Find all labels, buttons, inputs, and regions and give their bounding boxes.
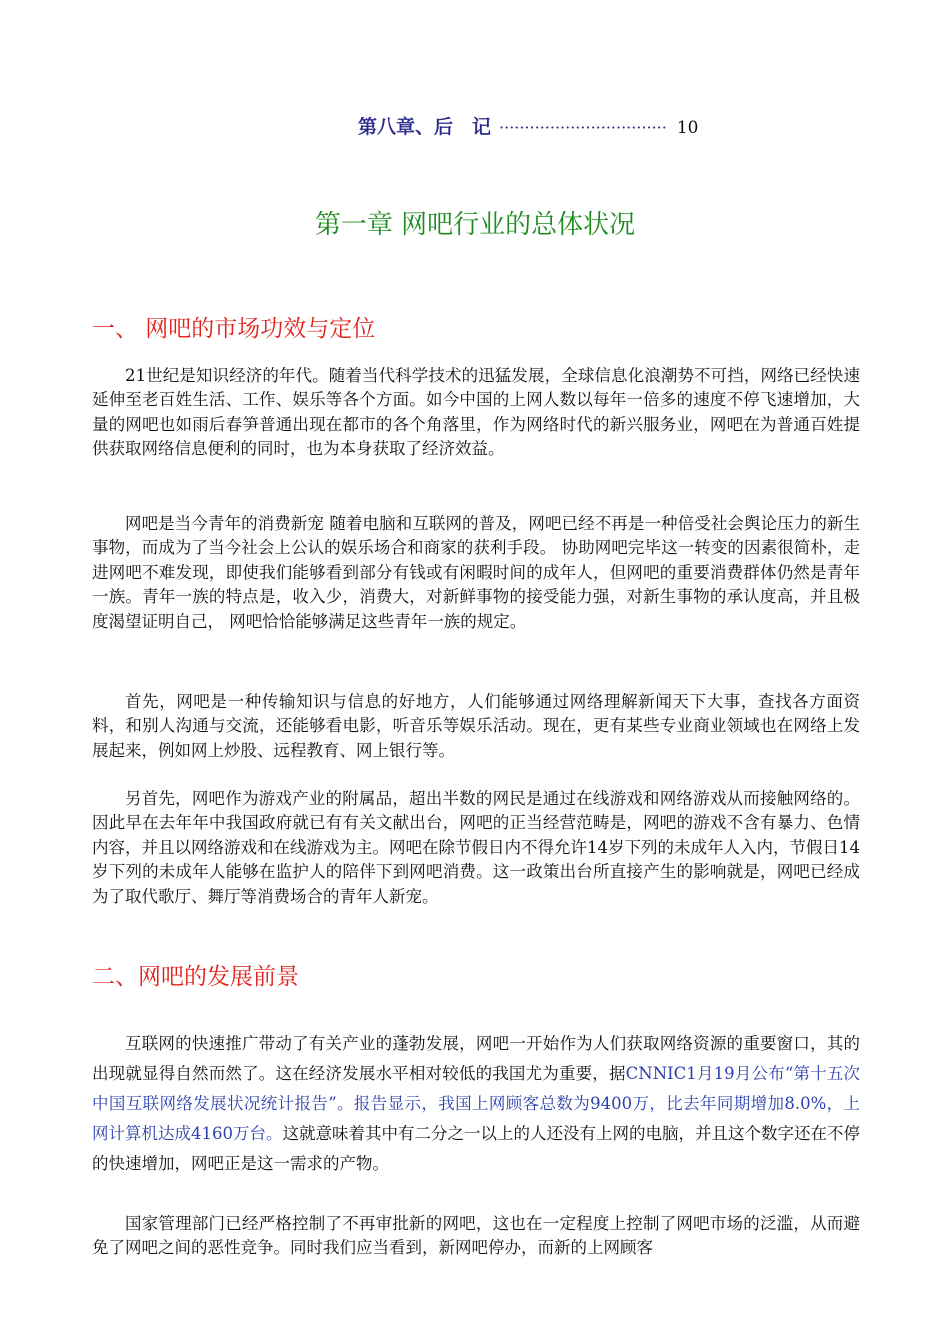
- paragraph: 国家管理部门已经严格控制了不再审批新的网吧，这也在一定程度上控制了网吧市场的泛滥，从而避免了网吧之间的恶性竞争。同时我们应当看到，新网吧停办，而新的上网顾客: [92, 1213, 860, 1258]
- paragraph-text: 互联网的快速推广带动了有关产业的蓬勃发展，网吧一开始作为人们获取网络资源的重要窗口，其的出现就显得自然而然了。这在经济发展水平相对较低的我国尤为重要，据: [92, 1033, 860, 1083]
- paragraph: 另首先，网吧作为游戏产业的附属品，超出半数的网民是通过在线游戏和网络游戏从而接触网络的。因此早在去年年中我国政府就已有有关文献出台，网吧的正当经营范畴是，网吧的游戏不含有暴力、色情内容，并且以网络游戏和在线游戏为主。网吧在除节假日内不得允许14岁下列的未成年人入内，节假日14岁下列的未成年人能够在监护人的陪伴下到网吧消费。这一政策出台所直接产生的影响就是，网吧已经成为了取代歌厅、舞厅等消费场合的青年人新宠。: [92, 788, 860, 906]
- toc-entry[interactable]: [358, 112, 699, 139]
- section-heading-1: 一、 网吧的市场功效与定位: [92, 316, 376, 342]
- chapter-title: 第一章 网吧行业的总体状况: [314, 210, 636, 240]
- toc-entry-label: 第八章、后 记: [358, 116, 492, 138]
- paragraph: 21世纪是知识经济的年代。随着当代科学技术的迅猛发展，全球信息化浪潮势不可挡，网络已经快速延伸至老百姓生活、工作、娱乐等各个方面。如今中国的上网人数以每年一倍多的速度不停飞速增加，大量的网吧也如雨后春笋普通出现在都市的各个角落里，作为网络时代的新兴服务业，网吧在为普通百姓提供获取网络信息便利的同时，也为本身获取了经济效益。: [92, 365, 860, 459]
- highlighted-statistics-text: CNNIC1月19月公布“第十五次中国互联网络发展状况统计报告”。报告显示，我国上网顾客总数为9400万，比去年同期增加8.0%，上网计算机达成4160万台。: [92, 1063, 860, 1143]
- section-heading-2: 二、网吧的发展前景: [92, 964, 299, 990]
- paragraph: 网吧是当今青年的消费新宠 随着电脑和互联网的普及，网吧已经不再是一种倍受社会舆论压力的新生事物，而成为了当今社会上公认的娱乐场合和商家的获利手段。 协助网吧完毕这一转变的因素很简朴，走进网吧不难发现，即使我们能够看到部分有钱或有闲暇时间的成年人，但网吧的重要消费群体仍然是青年一族。青年一族的特点是，收入少，消费大，对新鲜事物的接受能力强，对新生事物的承认度高，并且极度渴望证明自己， 网吧恰恰能够满足这些青年一族的规定。: [92, 513, 860, 631]
- toc-page-number: 10: [676, 118, 699, 138]
- paragraph-text: 这就意味着其中有二分之一以上的人还没有上网的电脑，并且这个数字还在不停的快速增加，网吧正是这一需求的产物。: [92, 1123, 860, 1173]
- toc-leader-dots: ·································: [499, 118, 667, 137]
- paragraph: 首先，网吧是一种传输知识与信息的好地方，人们能够通过网络理解新闻天下大事，查找各方面资料，和别人沟通与交流，还能够看电影，听音乐等娱乐活动。现在，更有某些专业商业领域也在网络上发展起来，例如网上炒股、远程教育、网上银行等。: [92, 691, 860, 760]
- paragraph: [92, 1029, 860, 1179]
